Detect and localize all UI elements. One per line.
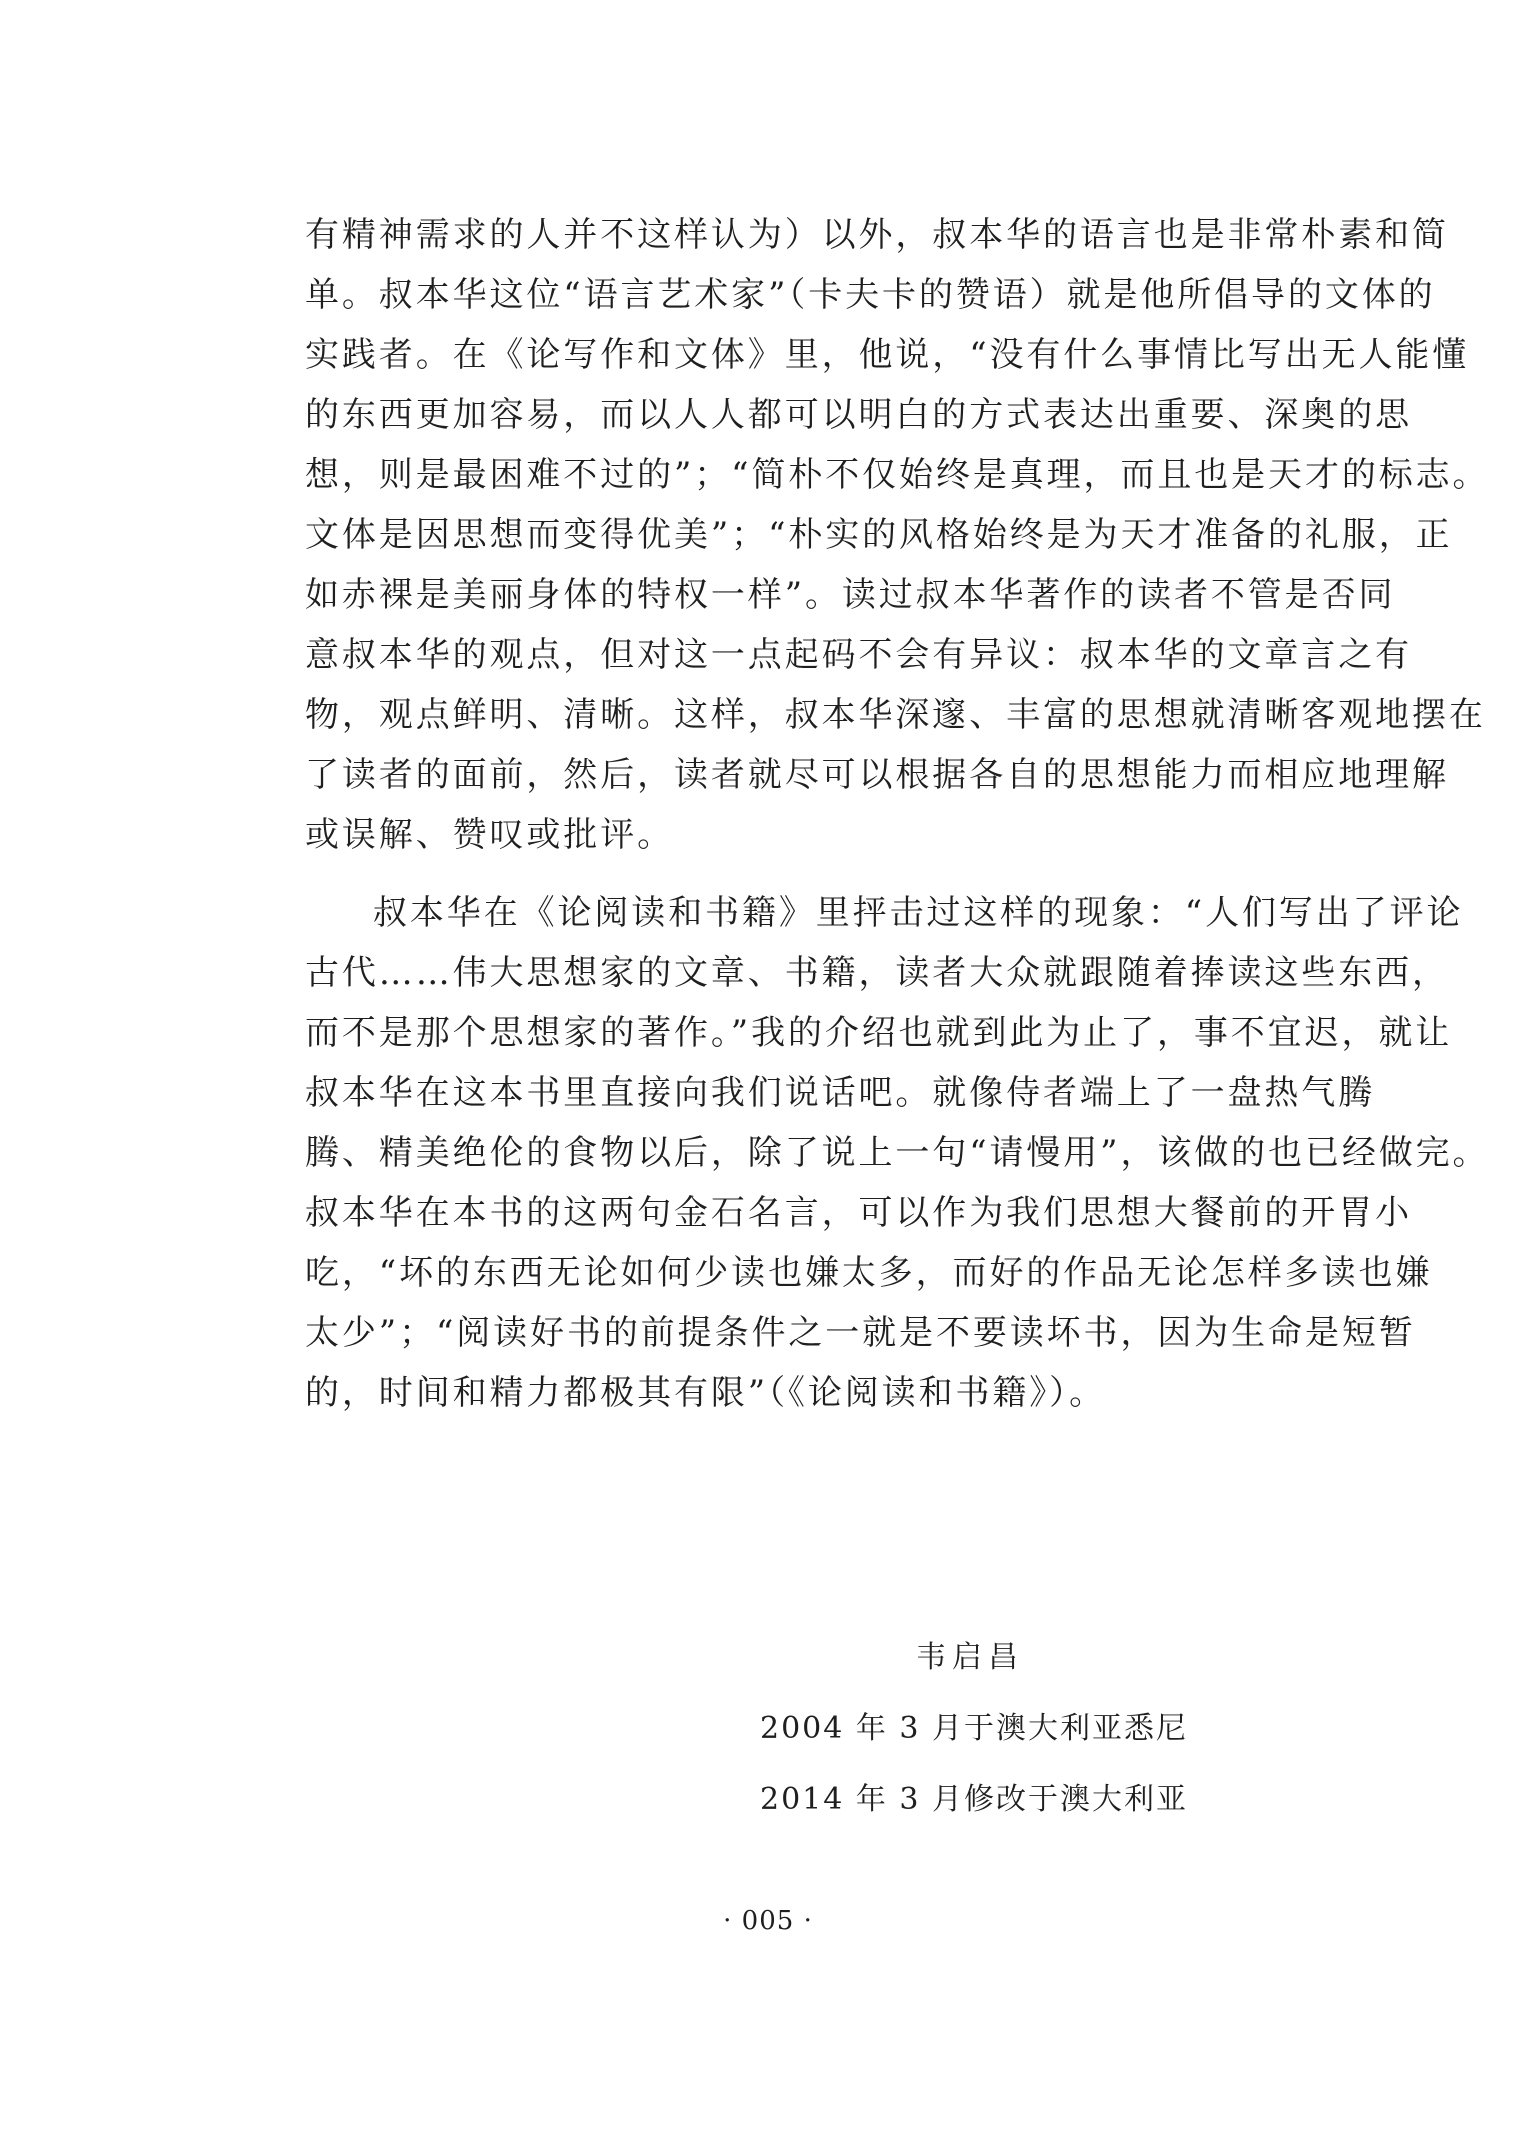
body-text: [305, 205, 1490, 1423]
text-line: 单。叔本华这位“语言艺术家”（卡夫卡的赞语）就是他所倡导的文体的: [305, 275, 1436, 315]
text-line: 叔本华在这本书里直接向我们说话吧。就像侍者端上了一盘热气腾: [305, 1073, 1376, 1113]
author-name: 韦启昌: [916, 1640, 1024, 1675]
text-line: 太少”；“阅读好书的前提条件之一就是不要读坏书，因为生命是短暂: [305, 1313, 1416, 1353]
text-line: 意叔本华的观点，但对这一点起码不会有异议：叔本华的文章言之有: [305, 635, 1412, 675]
text-line: 腾、精美绝伦的食物以后，除了说上一句“请慢用”，该做的也已经做完。: [305, 1133, 1490, 1173]
text-line: 吃，“坏的东西无论如何少读也嫌太多，而好的作品无论怎样多读也嫌: [305, 1253, 1433, 1293]
text-line: 叔本华在本书的这两句金石名言，可以作为我们思想大餐前的开胃小: [305, 1193, 1412, 1233]
text-line: 叔本华在《论阅读和书籍》里抨击过这样的现象：“人们写出了评论: [373, 893, 1464, 933]
text-line: 的东西更加容易，而以人人都可以明白的方式表达出重要、深奥的思: [305, 395, 1412, 435]
text-line: 如赤裸是美丽身体的特权一样”。读过叔本华著作的读者不管是否同: [305, 575, 1396, 615]
date-line-2: 2014 年 3 月修改于澳大利亚: [760, 1782, 1189, 1817]
text-line: 的，时间和精力都极其有限”（《论阅读和书籍》）。: [305, 1373, 1106, 1413]
text-line: 文体是因思想而变得优美”；“朴实的风格始终是为天才准备的礼服，正: [305, 515, 1453, 555]
paragraph-1: [305, 205, 1490, 865]
paragraph-gap: [305, 865, 1305, 883]
page-number: · 005 ·: [723, 1906, 813, 1936]
text-line: 实践者。在《论写作和文体》里，他说，“没有什么事情比写出无人能懂: [305, 335, 1470, 375]
date-line-1: 2004 年 3 月于澳大利亚悉尼: [760, 1711, 1189, 1746]
text-line: 或误解、赞叹或批评。: [305, 815, 674, 855]
text-line: 想，则是最困难不过的”；“简朴不仅始终是真理，而且也是天才的标志。: [305, 455, 1490, 495]
text-line: 有精神需求的人并不这样认为）以外，叔本华的语言也是非常朴素和简: [305, 215, 1449, 255]
text-line: 古代……伟大思想家的文章、书籍，读者大众就跟随着捧读这些东西，: [305, 953, 1449, 993]
text-line: 物，观点鲜明、清晰。这样，叔本华深邃、丰富的思想就清晰客观地摆在: [305, 695, 1486, 735]
paragraph-2: [305, 883, 1490, 1423]
text-line: 了读者的面前，然后，读者就尽可以根据各自的思想能力而相应地理解: [305, 755, 1449, 795]
text-line: 而不是那个思想家的著作。”我的介绍也就到此为止了，事不宜迟，就让: [305, 1013, 1453, 1053]
